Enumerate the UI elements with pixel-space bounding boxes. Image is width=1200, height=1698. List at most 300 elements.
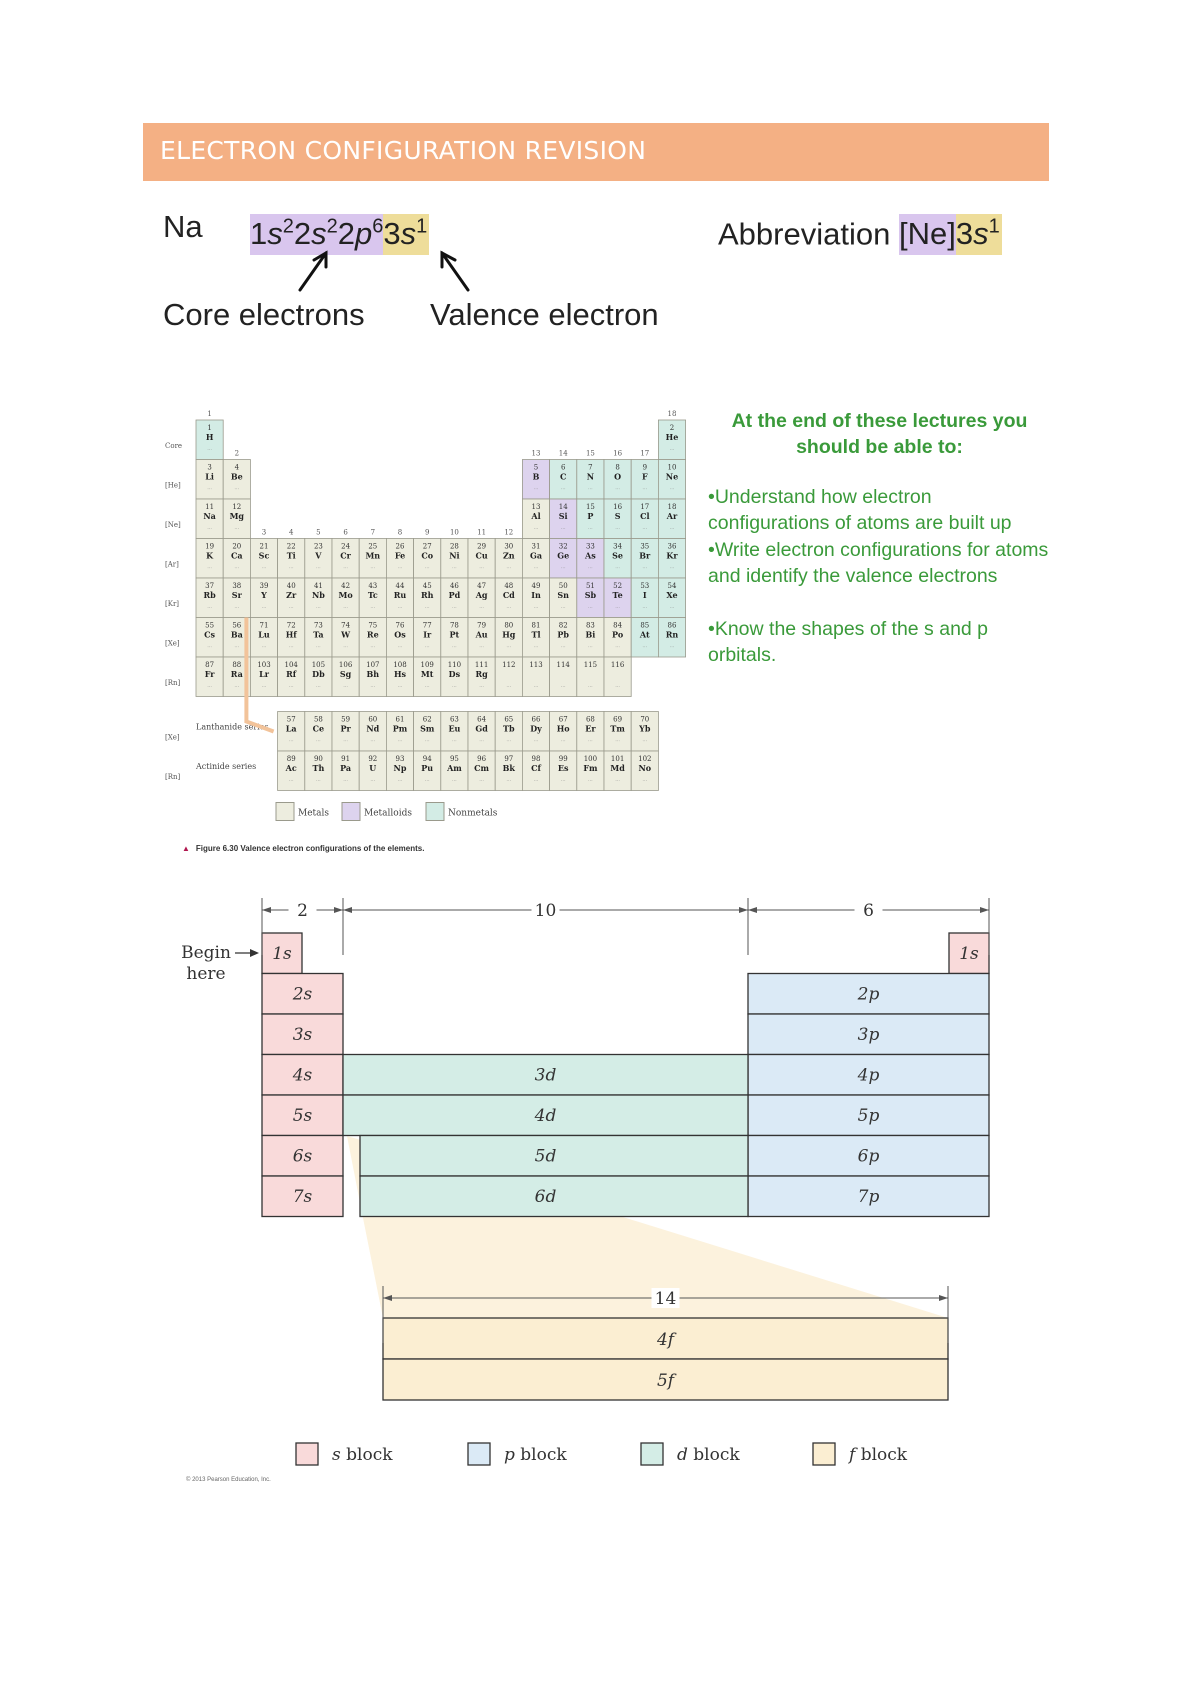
atomic-number: 72 [286,621,296,630]
element-symbol: Se [612,550,624,561]
atomic-number: 2 [669,424,675,432]
config-note: ··· [642,605,648,611]
element-cell [604,618,631,658]
element-symbol: Ca [231,550,243,561]
config-note: ··· [234,684,240,690]
element-cell [196,657,223,697]
element-symbol: Db [312,669,325,679]
atomic-number: 91 [341,755,351,763]
atomic-number: 61 [395,715,405,724]
element-cell [359,539,386,579]
d-cell-label: 4d [534,1106,557,1126]
atomic-number: 37 [205,582,215,590]
objective-item: •Understand how electron configurations of atoms are built up [708,486,1012,534]
group-number: 14 [558,449,568,458]
config-note: ··· [370,778,376,784]
figure-caption: ▲ Figure 6.30 Valence electron configurations of the elements. [182,844,425,853]
config-note: ··· [261,684,267,690]
atomic-number: 109 [420,661,434,669]
atomic-number: 98 [531,755,541,763]
config-note: ··· [424,778,430,784]
atomic-number: 54 [667,582,677,590]
config-note: ··· [615,565,620,572]
element-cell [386,712,413,752]
config-note: ··· [424,684,430,690]
element-symbol: Pr [340,723,351,734]
element-symbol: Re [366,629,379,640]
core-label: [Ar] [165,560,179,569]
element-cell [414,751,441,791]
dimension-label: 2 [297,901,308,921]
element-symbol: Dy [530,723,542,734]
atomic-number: 78 [449,621,459,630]
element-cell [550,499,577,539]
element-cell [386,751,413,791]
group-number: 17 [640,449,650,458]
core-orbital: $2p^6$ [337,216,384,252]
element-symbol: Nb [311,590,325,600]
element-symbol: Eu [448,723,461,734]
p-cell-label: 2p [857,984,880,1005]
element-symbol: Sr [231,590,242,600]
element-symbol: Li [205,471,214,482]
element-symbol: Sb [584,590,597,600]
element-cell [414,539,441,579]
atomic-number: 34 [613,542,623,551]
atomic-number: 73 [313,621,323,630]
core-label: [Xe] [165,639,180,648]
atomic-number: 42 [341,582,351,590]
element-cell [550,460,577,500]
legend-swatch [468,1443,490,1465]
element-symbol: Au [475,629,488,640]
abbreviation-label: Abbreviation [718,216,891,252]
config-note: ··· [343,738,348,745]
atomic-number: 18 [667,503,677,511]
atomic-number: 57 [286,715,296,724]
element-symbol: Pt [449,629,460,640]
atomic-number: 107 [366,661,380,669]
atomic-number: 29 [477,542,487,551]
atomic-number: 51 [585,582,595,590]
dimension-label: 10 [534,901,557,921]
element-symbol: N [586,471,595,482]
element-symbol: Gd [475,723,488,734]
p-cell-label: 7p [857,1187,880,1207]
config-note: ··· [642,526,648,532]
element-cell [386,618,413,658]
atomic-number: 38 [232,582,242,590]
element-symbol: Ac [285,763,297,773]
s-cell-label: 5s [292,1106,313,1126]
config-note: ··· [288,684,294,690]
atomic-number: 90 [313,755,323,763]
element-symbol: Lr [259,669,269,679]
dimension-arrowhead [343,907,352,913]
element-symbol: U [369,763,377,773]
dimension-label: 6 [863,901,874,921]
config-note: ··· [288,565,294,572]
element-symbol: Cf [531,763,541,773]
atomic-number: 116 [610,661,625,669]
config-note: ··· [207,447,212,453]
element-symbol: Ru [393,590,407,600]
element-symbol: Rf [286,669,297,679]
element-cell [223,460,250,500]
atomic-number: 65 [504,715,514,724]
config-note: ··· [261,565,267,572]
config-note: ··· [207,684,212,690]
element-cell [305,712,332,752]
config-note: ··· [452,778,457,784]
legend-swatch [426,803,444,821]
atomic-number: 106 [338,661,353,669]
atomic-number: 3 [207,463,212,472]
config-note: ··· [397,684,403,690]
config-note: ··· [669,447,675,453]
actinide-label: Actinide series [196,762,257,771]
element-symbol: Nd [366,723,380,734]
element-cell [550,712,577,752]
objective-item: •Know the shapes of the s and p orbitals. [708,618,989,666]
s-cell-label: 1s [272,944,292,964]
element-cell [278,539,305,579]
atomic-number: 7 [588,463,593,472]
element-cell [468,657,495,697]
atomic-number: 111 [474,661,489,669]
d-cell-label: 3d [534,1065,557,1086]
atomic-number: 104 [284,661,298,669]
element-symbol: Os [394,629,406,640]
element-cell [468,712,495,752]
config-note: ··· [424,605,430,611]
config-note: ··· [588,778,593,784]
element-cell [495,751,522,791]
config-note: ··· [533,778,539,784]
element-cell [196,460,223,500]
atomic-number: 99 [558,755,568,763]
element-symbol: Th [312,763,325,773]
element-symbol: F [641,471,648,482]
atomic-number: 10 [667,463,677,472]
atomic-number: 95 [449,755,459,763]
element-symbol: La [285,723,297,734]
atomic-number: 14 [558,503,568,511]
config-note: ··· [588,738,593,745]
element-symbol: Np [393,763,407,773]
element-cell [359,751,386,791]
element-cell [250,578,277,618]
atomic-number: 32 [558,542,568,551]
atomic-number: 27 [422,542,432,551]
element-cell [250,618,277,658]
atomic-number: 64 [477,715,487,724]
config-note: ··· [560,778,566,784]
atomic-number: 45 [422,582,432,590]
atomic-number: 24 [341,542,351,551]
element-symbol: H [205,432,214,442]
group-number: 2 [234,449,240,458]
legend-swatch [296,1443,318,1465]
group-number: 7 [370,528,376,537]
config-note: ··· [452,644,457,651]
config-note: ··· [642,565,648,572]
group-number: 15 [585,449,595,458]
element-symbol: Hs [393,669,407,679]
element-symbol: Tc [367,590,378,600]
element-cell [223,578,250,618]
element-cell [604,499,631,539]
config-note: ··· [588,565,593,572]
element-cell [658,539,685,579]
element-cell [631,578,658,618]
atomic-number: 52 [613,582,623,590]
config-note: ··· [669,526,675,532]
element-cell [577,460,604,500]
atomic-number: 20 [232,542,242,551]
atomic-number: 23 [313,542,323,551]
atomic-number: 85 [640,621,650,630]
group-number: 18 [667,410,677,418]
atomic-number: 105 [311,661,326,669]
config-note: ··· [533,605,539,611]
element-cell [631,499,658,539]
element-symbol: Cs [204,629,216,640]
config-note: ··· [560,526,566,532]
element-cell [468,539,495,579]
element-cell [305,618,332,658]
element-symbol: Be [230,471,243,482]
d-cell-label: 6d [534,1187,557,1207]
element-cell [332,578,359,618]
begin-arrow-head [250,949,259,957]
group-number: 6 [343,528,348,537]
element-symbol: Md [610,763,625,773]
element-cell [441,712,468,752]
atomic-number: 115 [583,661,598,669]
element-symbol: C [560,471,567,482]
atomic-number: 77 [422,621,432,630]
element-symbol: I [642,590,647,600]
element-symbol: Yb [639,723,651,734]
element-cell [332,539,359,579]
group-number: 8 [397,528,403,537]
element-cell [522,657,549,697]
element-cell [631,460,658,500]
arrows [0,0,1200,340]
config-note: ··· [397,565,403,572]
legend-swatch [342,803,360,821]
element-symbol: No [638,763,652,773]
element-symbol: Tl [531,629,541,640]
config-note: ··· [669,644,675,651]
element-symbol: He [665,432,679,442]
config-note: ··· [424,644,430,651]
atomic-number: 49 [531,582,541,590]
element-cell [550,618,577,658]
element-symbol: Zn [502,550,515,561]
atomic-number: 60 [368,715,378,724]
config-note: ··· [234,605,240,611]
atomic-number: 19 [205,542,215,551]
element-cell [631,618,658,658]
element-cell [196,420,223,460]
element-cell [196,499,223,539]
config-note: ··· [288,778,294,784]
config-note: ··· [479,684,484,690]
element-symbol: In [531,590,541,600]
config-note: ··· [560,565,566,572]
element-cell [604,751,631,791]
config-note: ··· [506,684,512,690]
atomic-number: 102 [638,755,652,763]
group-number: 1 [207,410,212,418]
atomic-number: 96 [477,755,487,763]
element-cell [332,751,359,791]
element-symbol: K [206,550,214,561]
element-symbol: Na [203,511,216,521]
element-symbol: Tm [610,723,625,734]
element-cell [604,539,631,579]
element-cell [495,618,522,658]
element-cell [278,618,305,658]
config-note: ··· [560,738,566,745]
element-symbol: Y [261,590,267,600]
core-label: [He] [165,481,181,490]
element-cell [604,578,631,618]
atomic-number: 1 [207,424,212,432]
dimension-arrowhead [262,907,271,913]
atomic-number: 87 [205,661,215,669]
element-symbol: Te [612,590,623,600]
element-symbol: Fr [204,669,215,679]
atomic-number: 8 [615,463,620,472]
page-title: ELECTRON CONFIGURATION REVISION [160,136,647,165]
atomic-number: 113 [529,661,543,669]
element-cell [414,618,441,658]
element-cell [495,657,522,697]
config-note: ··· [506,778,512,784]
config-note: ··· [615,486,620,493]
config-note: ··· [316,605,321,611]
element-symbol: Xe [666,590,678,600]
core-electrons-label: Core electrons [163,297,365,332]
atomic-number: 25 [368,542,378,551]
config-note: ··· [588,605,593,611]
config-note: ··· [560,486,566,493]
atomic-number: 97 [504,755,514,763]
config-note: ··· [615,684,620,690]
group-number: 3 [261,528,267,537]
atomic-number: 5 [533,463,539,472]
element-symbol: S [614,511,621,521]
element-cell [522,499,549,539]
element-symbol: Si [558,511,568,521]
dimension-arrowhead [739,907,748,913]
element-cell [522,712,549,752]
legend-label: f block [849,1445,908,1465]
config-note: ··· [533,526,539,532]
config-note: ··· [234,644,240,651]
atomic-number: 17 [640,503,650,511]
core-arrow [300,253,326,290]
element-symbol: Rg [475,669,488,679]
element-cell [522,460,549,500]
group-number: 4 [288,528,294,537]
s-cell-label: 2s [292,984,313,1005]
element-cell [305,578,332,618]
config-note: ··· [479,565,484,572]
config-note: ··· [533,486,539,493]
config-note: ··· [560,644,566,651]
element-cell [468,751,495,791]
config-note: ··· [316,565,321,572]
lanthanide-label: Lanthanide series [196,722,269,732]
element-cell [196,578,223,618]
element-symbol: Pa [340,763,352,773]
p-cell-label: 3p [857,1025,880,1045]
objectives-title: At the end of these lectures you should be able to: [731,410,1028,458]
atomic-number: 108 [393,661,407,669]
config-note: ··· [424,738,430,745]
config-note: ··· [316,644,321,651]
atomic-number: 100 [583,755,598,763]
core-label: [Xe] [165,733,180,742]
dimension-label: 14 [654,1289,677,1309]
config-note: ··· [316,684,321,690]
config-note: ··· [207,526,212,532]
atomic-number: 67 [558,715,568,724]
orbital-block-diagram [0,890,1200,1490]
element-symbol: Co [421,550,434,561]
atomic-number: 62 [422,715,432,724]
element-cell [495,539,522,579]
atomic-number: 16 [613,503,623,511]
group-number: 16 [613,449,623,458]
element-cell [631,712,658,752]
atomic-number: 26 [395,542,405,551]
config-note: ··· [452,605,457,611]
element-cell [658,460,685,500]
config-note: ··· [343,644,348,651]
config-note: ··· [588,486,593,493]
atomic-number: 12 [232,503,242,511]
atomic-number: 68 [585,715,595,724]
element-cell [550,578,577,618]
atomic-number: 41 [313,582,323,590]
element-symbol: B [532,471,540,482]
s-cell-label: 6s [292,1146,313,1167]
atomic-number: 69 [613,715,623,724]
element-cell [441,578,468,618]
group-number: 13 [531,449,541,458]
atomic-number: 83 [585,621,595,630]
atomic-number: 89 [286,755,296,763]
element-cell [658,618,685,658]
element-symbol: Po [612,629,624,640]
element-cell [359,578,386,618]
element-cell [196,618,223,658]
element-cell [550,539,577,579]
element-cell [604,712,631,752]
element-symbol: Sc [258,550,270,561]
element-cell [577,712,604,752]
element-symbol: Pd [448,590,461,600]
atomic-number: 58 [313,715,323,724]
begin-label: Begin [181,943,231,963]
element-symbol: Ag [475,590,488,600]
config-note: ··· [669,605,675,611]
